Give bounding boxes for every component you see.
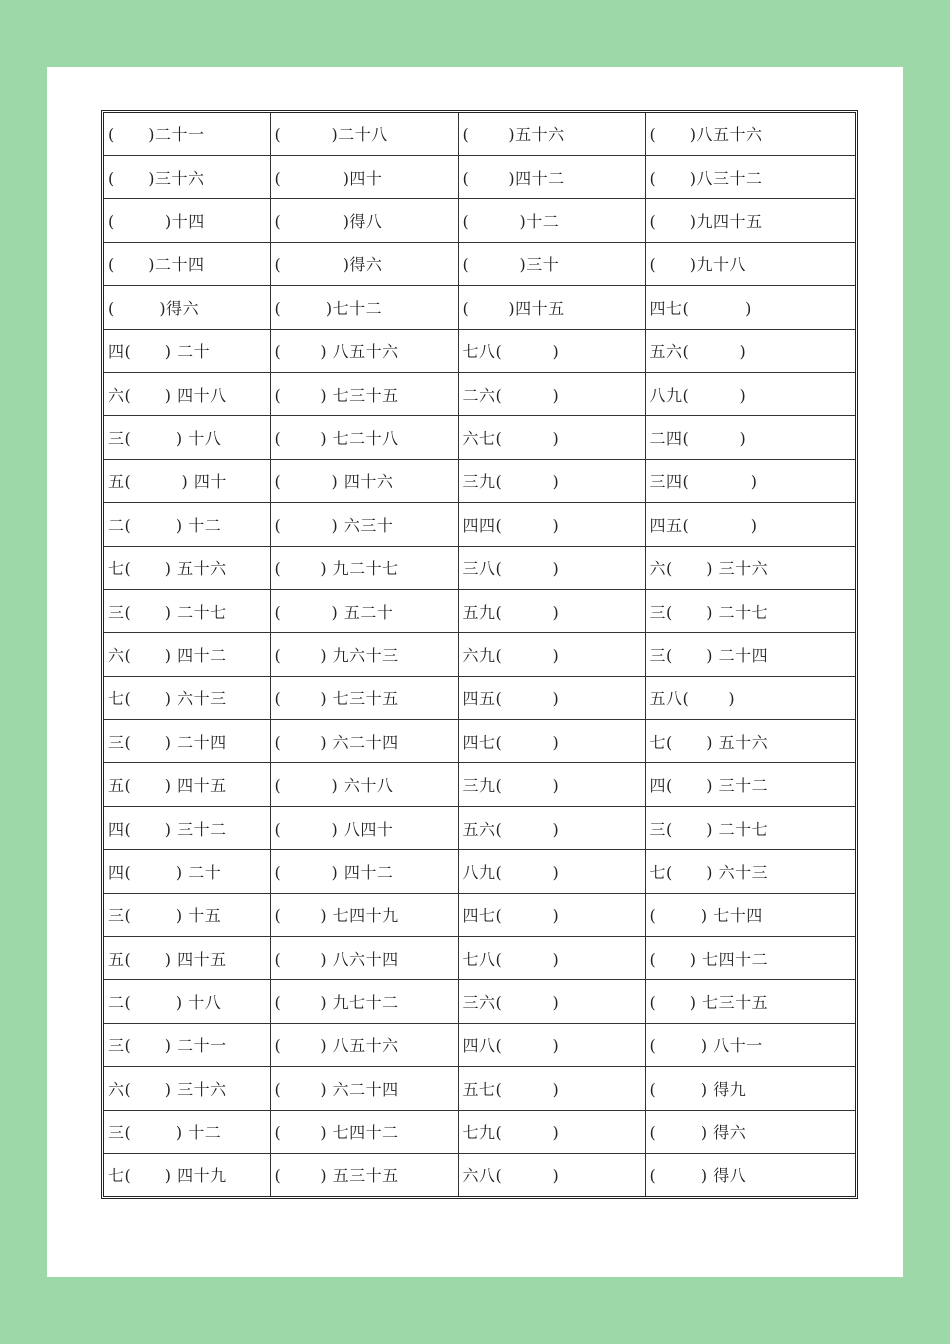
- table-row: [104, 199, 855, 242]
- worksheet-cell: ( )四十: [270, 155, 458, 198]
- worksheet-cell: ( ) 六二十四: [270, 1067, 458, 1110]
- worksheet-cell: 六八( ): [458, 1153, 645, 1196]
- table-row: [104, 1067, 855, 1110]
- worksheet-cell: 六( ) 四十二: [104, 633, 270, 676]
- worksheet-cell: 三( ) 二十四: [104, 720, 270, 763]
- worksheet-cell: 三( ) 十八: [104, 416, 270, 459]
- worksheet-cell: 六( ) 四十八: [104, 372, 270, 415]
- worksheet-cell: ( ) 五三十五: [270, 1153, 458, 1196]
- worksheet-cell: ( ) 七四十九: [270, 893, 458, 936]
- worksheet-cell: ( )四十二: [458, 155, 645, 198]
- worksheet-cell: 三八( ): [458, 546, 645, 589]
- worksheet-cell: 八九( ): [458, 850, 645, 893]
- table-row: [104, 720, 855, 763]
- worksheet-cell: 六九( ): [458, 633, 645, 676]
- worksheet-cell: ( )三十六: [104, 155, 270, 198]
- worksheet-cell: 七( ) 六十三: [645, 850, 855, 893]
- worksheet-cell: ( ) 得六: [645, 1110, 855, 1153]
- worksheet-cell: ( ) 九七十二: [270, 980, 458, 1023]
- worksheet-cell: 二( ) 十二: [104, 503, 270, 546]
- worksheet-cell: 五八( ): [645, 676, 855, 719]
- worksheet-cell: 五( ) 四十: [104, 459, 270, 502]
- table-row: [104, 937, 855, 980]
- worksheet-cell: ( ) 得八: [645, 1153, 855, 1196]
- worksheet-cell: ( )二十四: [104, 242, 270, 285]
- worksheet-cell: 七八( ): [458, 937, 645, 980]
- worksheet-cell: 三( ) 二十七: [645, 806, 855, 849]
- worksheet-cell: 二六( ): [458, 372, 645, 415]
- worksheet-cell: ( )得六: [104, 286, 270, 329]
- worksheet-cell: 七( ) 六十三: [104, 676, 270, 719]
- table-row: [104, 676, 855, 719]
- worksheet-cell: ( ) 八四十: [270, 806, 458, 849]
- table-row: [104, 763, 855, 806]
- worksheet-cell: 五九( ): [458, 589, 645, 632]
- worksheet-cell: ( )三十: [458, 242, 645, 285]
- worksheet-cell: ( ) 七四十二: [270, 1110, 458, 1153]
- table-row: [104, 242, 855, 285]
- worksheet-table-frame: [101, 110, 858, 1199]
- worksheet-cell: 三( ) 十二: [104, 1110, 270, 1153]
- table-row: [104, 286, 855, 329]
- worksheet-cell: 七九( ): [458, 1110, 645, 1153]
- table-row: [104, 806, 855, 849]
- table-row: [104, 503, 855, 546]
- worksheet-cell: ( ) 七四十二: [645, 937, 855, 980]
- worksheet-paper: [47, 67, 903, 1277]
- worksheet-cell: ( )八五十六: [645, 113, 855, 155]
- worksheet-cell: ( )得八: [270, 199, 458, 242]
- worksheet-cell: ( )七十二: [270, 286, 458, 329]
- worksheet-cell: ( )得六: [270, 242, 458, 285]
- worksheet-cell: ( )二十一: [104, 113, 270, 155]
- worksheet-cell: 四四( ): [458, 503, 645, 546]
- worksheet-cell: ( ) 五二十: [270, 589, 458, 632]
- worksheet-cell: 七八( ): [458, 329, 645, 372]
- worksheet-cell: 四七( ): [458, 893, 645, 936]
- table-row: [104, 1153, 855, 1196]
- worksheet-cell: ( ) 八五十六: [270, 329, 458, 372]
- worksheet-cell: ( ) 七二十八: [270, 416, 458, 459]
- table-row: [104, 416, 855, 459]
- worksheet-cell: 六( ) 三十六: [104, 1067, 270, 1110]
- multiplication-worksheet-table: [104, 113, 855, 1196]
- worksheet-cell: 三六( ): [458, 980, 645, 1023]
- worksheet-cell: 四( ) 三十二: [645, 763, 855, 806]
- worksheet-cell: 七( ) 四十九: [104, 1153, 270, 1196]
- worksheet-cell: ( )八三十二: [645, 155, 855, 198]
- worksheet-cell: 八九( ): [645, 372, 855, 415]
- worksheet-cell: 二四( ): [645, 416, 855, 459]
- worksheet-rows: [104, 113, 855, 1196]
- table-row: [104, 893, 855, 936]
- worksheet-cell: ( )十二: [458, 199, 645, 242]
- worksheet-cell: 七( ) 五十六: [104, 546, 270, 589]
- worksheet-cell: 三( ) 二十七: [104, 589, 270, 632]
- worksheet-cell: ( ) 得九: [645, 1067, 855, 1110]
- worksheet-cell: 四七( ): [645, 286, 855, 329]
- table-row: [104, 1023, 855, 1066]
- worksheet-cell: 五六( ): [645, 329, 855, 372]
- worksheet-cell: 七( ) 五十六: [645, 720, 855, 763]
- worksheet-cell: ( )二十八: [270, 113, 458, 155]
- worksheet-cell: ( ) 八五十六: [270, 1023, 458, 1066]
- worksheet-cell: 四( ) 二十: [104, 329, 270, 372]
- worksheet-cell: 三( ) 二十七: [645, 589, 855, 632]
- worksheet-cell: ( ) 六十八: [270, 763, 458, 806]
- worksheet-cell: ( ) 七三十五: [645, 980, 855, 1023]
- table-row: [104, 589, 855, 632]
- worksheet-cell: ( )四十五: [458, 286, 645, 329]
- worksheet-cell: ( )十四: [104, 199, 270, 242]
- worksheet-cell: 四( ) 二十: [104, 850, 270, 893]
- table-row: [104, 459, 855, 502]
- worksheet-cell: 三九( ): [458, 763, 645, 806]
- table-row: [104, 850, 855, 893]
- worksheet-cell: 五( ) 四十五: [104, 763, 270, 806]
- worksheet-cell: 五七( ): [458, 1067, 645, 1110]
- table-row: [104, 155, 855, 198]
- worksheet-cell: ( ) 四十六: [270, 459, 458, 502]
- worksheet-cell: ( ) 六二十四: [270, 720, 458, 763]
- table-row: [104, 546, 855, 589]
- worksheet-cell: 五六( ): [458, 806, 645, 849]
- table-row: [104, 329, 855, 372]
- table-row: [104, 980, 855, 1023]
- table-row: [104, 372, 855, 415]
- worksheet-cell: ( )九十八: [645, 242, 855, 285]
- worksheet-cell: ( ) 四十二: [270, 850, 458, 893]
- table-row: [104, 1110, 855, 1153]
- worksheet-cell: 三( ) 十五: [104, 893, 270, 936]
- table-row: [104, 113, 855, 155]
- worksheet-cell: 六( ) 三十六: [645, 546, 855, 589]
- worksheet-cell: ( ) 七三十五: [270, 372, 458, 415]
- worksheet-cell: 二( ) 十八: [104, 980, 270, 1023]
- worksheet-cell: ( ) 七三十五: [270, 676, 458, 719]
- worksheet-cell: ( )九四十五: [645, 199, 855, 242]
- worksheet-cell: ( ) 六三十: [270, 503, 458, 546]
- worksheet-cell: 四七( ): [458, 720, 645, 763]
- worksheet-cell: ( ) 九六十三: [270, 633, 458, 676]
- worksheet-cell: 四八( ): [458, 1023, 645, 1066]
- worksheet-cell: 四( ) 三十二: [104, 806, 270, 849]
- worksheet-cell: ( ) 九二十七: [270, 546, 458, 589]
- worksheet-cell: 三( ) 二十四: [645, 633, 855, 676]
- worksheet-cell: ( ) 七十四: [645, 893, 855, 936]
- worksheet-cell: 三( ) 二十一: [104, 1023, 270, 1066]
- worksheet-cell: 五( ) 四十五: [104, 937, 270, 980]
- worksheet-cell: ( ) 八六十四: [270, 937, 458, 980]
- worksheet-cell: ( )五十六: [458, 113, 645, 155]
- worksheet-cell: 三九( ): [458, 459, 645, 502]
- worksheet-cell: 三四( ): [645, 459, 855, 502]
- table-row: [104, 633, 855, 676]
- worksheet-cell: 四五( ): [645, 503, 855, 546]
- worksheet-cell: ( ) 八十一: [645, 1023, 855, 1066]
- worksheet-cell: 六七( ): [458, 416, 645, 459]
- worksheet-cell: 四五( ): [458, 676, 645, 719]
